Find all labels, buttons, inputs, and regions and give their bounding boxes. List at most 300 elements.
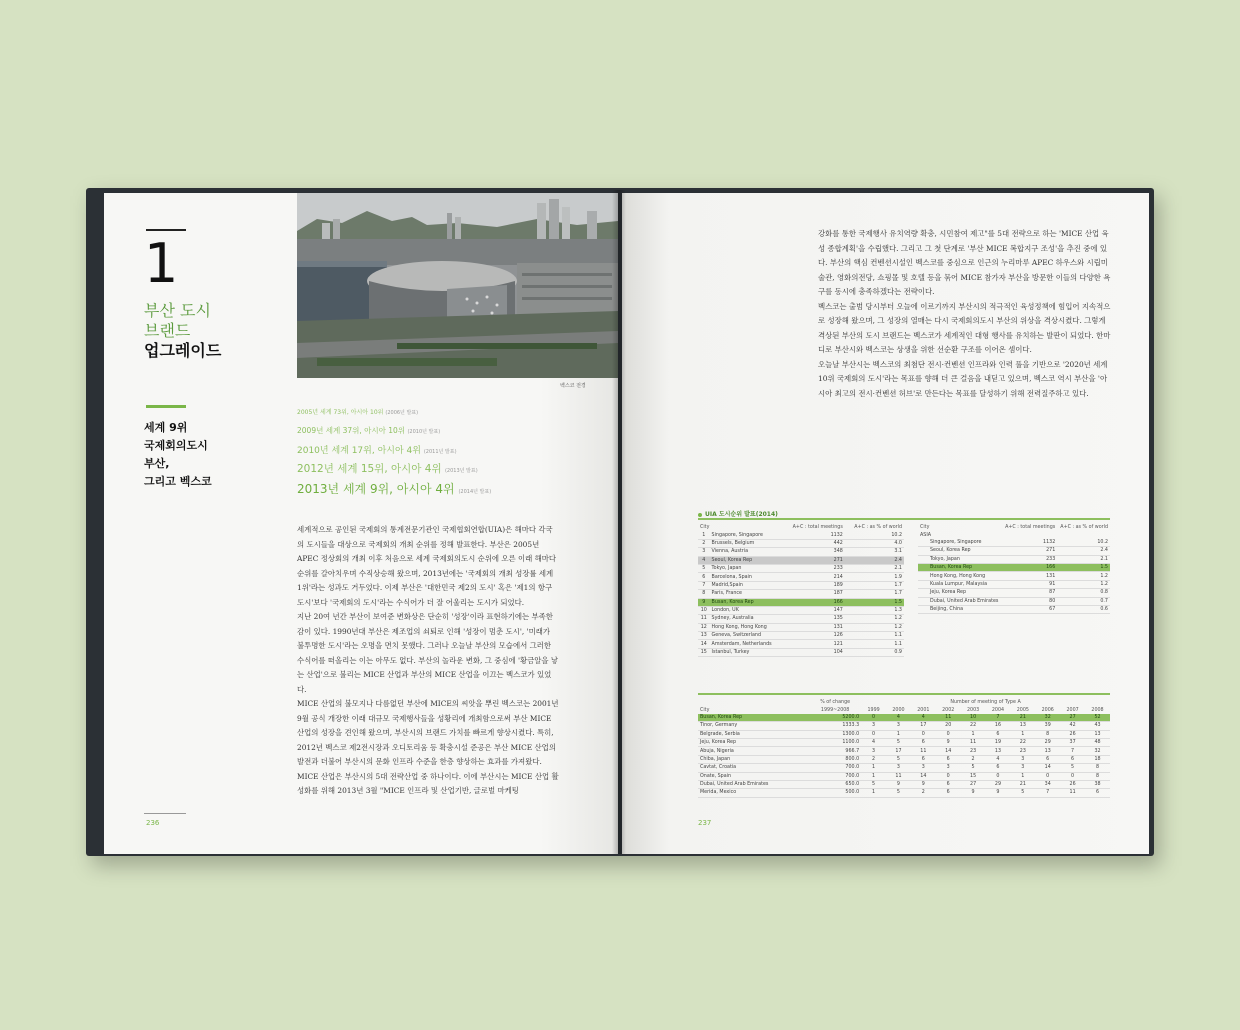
right-body-text	[818, 227, 1114, 401]
city-cell: Busan, Korea Rep	[918, 563, 1002, 571]
meetings-cell: 271	[783, 556, 845, 564]
paragraph: 오늘날 부산시는 벡스코의 최첨단 전시·컨벤션 인프라와 인력 풀을 기반으로 '2020년 세계 10위 국제회의 도시'라는 목표를 향해 더 큰 걸음을 내딛고 있으며, 벡스코 역시 부산을 '아시아 최고의 전시·컨벤션 허브'로 만든다는 목표를 달성하기 위해 전력질주하고 있다.	[818, 359, 1108, 398]
percent-cell: 1.1	[845, 632, 904, 640]
rank-cell: 4	[698, 556, 710, 564]
count-cell: 8	[1035, 730, 1060, 738]
chapter-title-line2: 브랜드	[144, 321, 191, 340]
meetings-cell: 189	[783, 581, 845, 589]
count-cell: 3	[1010, 764, 1035, 772]
ranking-main: 2009년 세계 37위, 아시아 10위	[297, 426, 406, 435]
meetings-cell: 87	[1002, 589, 1057, 597]
percent-cell: 10.2	[1057, 539, 1110, 547]
table-row	[918, 555, 1110, 563]
count-cell: 3	[911, 764, 936, 772]
count-cell: 4	[986, 755, 1011, 763]
count-cell: 22	[1010, 738, 1035, 746]
count-cell: 20	[936, 722, 961, 730]
count-cell: 5	[1010, 789, 1035, 797]
percent-cell: 1.2	[845, 623, 904, 631]
column-header: City	[920, 525, 930, 531]
page-number: 237	[698, 819, 712, 827]
count-cell: 0	[1035, 772, 1060, 780]
count-cell: 32	[1035, 714, 1060, 722]
year-header: 2004	[991, 707, 1005, 713]
count-cell: 14	[1035, 764, 1060, 772]
count-cell: 9	[986, 789, 1011, 797]
city-cell: Hong Kong, Hong Kong	[918, 572, 1002, 580]
percent-cell: 2.1	[1057, 555, 1110, 563]
count-cell: 0	[911, 730, 936, 738]
percent-cell: 3.1	[845, 548, 904, 556]
count-cell: 4	[886, 714, 911, 722]
subtitle-line: 국제회의도시	[144, 439, 208, 452]
count-cell: 9	[961, 789, 986, 797]
count-cell: 9	[886, 780, 911, 788]
meetings-cell: 147	[783, 606, 845, 614]
count-cell: 22	[961, 722, 986, 730]
meetings-cell: 442	[783, 539, 845, 547]
change-cell: 1100.0	[809, 738, 861, 746]
table-rule	[698, 518, 1110, 520]
city-cell: Madrid,Spain	[710, 581, 783, 589]
table-row	[698, 747, 1110, 755]
table-row	[918, 605, 1110, 613]
meetings-cell: 233	[783, 564, 845, 572]
right-page	[622, 193, 1149, 854]
count-cell: 2	[911, 789, 936, 797]
count-cell: 37	[1060, 738, 1085, 746]
table-row	[698, 738, 1110, 746]
left-body-text	[297, 523, 559, 799]
change-cell: 800.0	[809, 755, 861, 763]
count-cell: 21	[1010, 780, 1035, 788]
count-cell: 27	[961, 780, 986, 788]
percent-cell: 0.7	[1057, 597, 1110, 605]
ranking-main: 2012년 세계 15위, 아시아 4위	[297, 463, 442, 475]
rank-cell: 13	[698, 632, 710, 640]
meetings-cell: 348	[783, 548, 845, 556]
percent-cell: 0.9	[845, 648, 904, 656]
meetings-cell: 166	[1002, 563, 1057, 571]
count-cell: 15	[961, 772, 986, 780]
table-row	[698, 531, 904, 539]
meetings-cell: 271	[1002, 547, 1057, 555]
percent-cell: 1.9	[845, 573, 904, 581]
count-cell: 6	[1085, 789, 1110, 797]
percent-cell: 1.7	[845, 590, 904, 598]
table-row	[918, 580, 1110, 588]
city-cell: Dubai, United Arab Emirates	[698, 780, 809, 788]
city-cell: Beijing, China	[918, 605, 1002, 613]
table-rule	[698, 693, 1110, 695]
chapter-title-line3: 업그레이드	[144, 341, 222, 360]
count-cell: 3	[861, 722, 886, 730]
count-cell: 38	[1085, 780, 1110, 788]
column-header: Number of meeting of Type A	[950, 700, 1021, 706]
city-cell: Tokyo, Japan	[710, 564, 783, 572]
count-cell: 2	[961, 755, 986, 763]
city-cell: Seoul, Korea Rep	[918, 547, 1002, 555]
column-header: City	[700, 707, 710, 713]
meetings-cell: 214	[783, 573, 845, 581]
ranking-main: 2013년 세계 9위, 아시아 4위	[297, 482, 455, 496]
count-cell: 0	[1060, 772, 1085, 780]
table-row	[918, 547, 1110, 555]
subtitle-line: 세계 9위	[144, 421, 188, 434]
change-cell: 500.0	[809, 789, 861, 797]
city-cell: Jeju, Korea Rep	[918, 589, 1002, 597]
city-cell: Hong Kong, Hong Kong	[710, 623, 783, 631]
count-cell: 39	[1035, 722, 1060, 730]
count-cell: 17	[886, 747, 911, 755]
city-cell: London, UK	[710, 606, 783, 614]
subtitle-rule	[146, 405, 186, 408]
city-cell: Busan, Korea Rep	[698, 714, 809, 722]
change-cell: 700.0	[809, 764, 861, 772]
count-cell: 4	[861, 738, 886, 746]
count-cell: 32	[1085, 747, 1110, 755]
page-number: 236	[146, 819, 160, 827]
count-cell: 11	[936, 714, 961, 722]
year-header: 2006	[1041, 707, 1054, 713]
year-header: 2002	[942, 707, 955, 713]
count-cell: 27	[1060, 714, 1085, 722]
ranking-note: (2013년 발표)	[444, 468, 478, 474]
count-cell: 26	[1060, 780, 1085, 788]
rank-cell: 5	[698, 564, 710, 572]
ranking-main: 2010년 세계 17위, 아시아 4위	[297, 446, 421, 456]
percent-cell: 1.7	[845, 581, 904, 589]
city-cell: Singapore, Singapore	[918, 539, 1002, 547]
meetings-cell: 187	[783, 590, 845, 598]
count-cell: 6	[936, 789, 961, 797]
table-row	[918, 597, 1110, 605]
count-cell: 3	[1010, 755, 1035, 763]
table-row	[698, 648, 904, 656]
percent-cell: 0.6	[1057, 605, 1110, 613]
year-header: 1999	[867, 707, 880, 713]
percent-cell: 10.2	[845, 531, 904, 539]
change-cell: 1300.0	[809, 730, 861, 738]
column-header: City	[700, 525, 710, 531]
count-cell: 6	[911, 755, 936, 763]
table-row	[698, 590, 904, 598]
percent-cell: 1.2	[1057, 580, 1110, 588]
year-header: 2001	[917, 707, 930, 713]
count-cell: 23	[1010, 747, 1035, 755]
ranking-note: (2006년 발표)	[385, 410, 419, 416]
left-page	[104, 193, 618, 854]
table-row	[698, 714, 1110, 722]
count-cell: 0	[936, 730, 961, 738]
chapter-rule	[146, 229, 186, 231]
count-cell: 11	[1060, 789, 1085, 797]
meetings-cell: 166	[783, 598, 845, 606]
count-cell: 5	[886, 738, 911, 746]
growth-table	[698, 699, 1110, 798]
rank-cell: 9	[698, 598, 710, 606]
column-header: A+C : total meetings	[792, 525, 843, 531]
city-cell: Amsterdam, Netherlands	[710, 640, 783, 648]
column-header: 1999~2008	[820, 707, 850, 713]
count-cell: 1	[861, 772, 886, 780]
column-header: A+C : as % of world	[854, 525, 902, 531]
count-cell: 29	[1035, 738, 1060, 746]
table-row	[918, 589, 1110, 597]
percent-cell: 0.8	[1057, 589, 1110, 597]
count-cell: 13	[1010, 722, 1035, 730]
city-cell: Brussels, Belgium	[710, 539, 783, 547]
percent-cell: 4.0	[845, 539, 904, 547]
column-header: A+C : as % of world	[1060, 525, 1108, 531]
count-cell: 4	[911, 714, 936, 722]
count-cell: 26	[1060, 730, 1085, 738]
rank-cell: 14	[698, 640, 710, 648]
count-cell: 6	[1060, 755, 1085, 763]
rank-cell: 7	[698, 581, 710, 589]
city-cell: Dubai, United Arab Emirates	[918, 597, 1002, 605]
meetings-cell: 131	[783, 623, 845, 631]
city-cell: Istanbul, Turkey	[710, 648, 783, 656]
rank-cell: 1	[698, 531, 710, 539]
count-cell: 13	[986, 747, 1011, 755]
count-cell: 10	[961, 714, 986, 722]
percent-cell: 1.5	[1057, 563, 1110, 571]
count-cell: 14	[911, 772, 936, 780]
count-cell: 1	[861, 764, 886, 772]
rank-cell: 15	[698, 648, 710, 656]
count-cell: 0	[936, 772, 961, 780]
city-cell: Kuala Lumpur, Malaysia	[918, 580, 1002, 588]
paragraph: 세계적으로 공인된 국제회의 통계전문기관인 국제협회연합(UIA)은 해마다 각국의 도시들을 대상으로 국제회의 개최 순위를 정해 발표한다. 부산은 2005년 APEC 정상회의 개최 이후 처음으로 세계 국제회의도시 순위에 오른 이래 해마다 순위를 갈아치우며 수직상승해 왔으며, 2013년에는 '국제회의 개최 성장률 세계 1위'라는 성과도 거두었다. 이제 부산은 '대한민국 제2의 도시' 혹은 '제1의 항구도시'보다 '국제회의 도시'라는 수식어가 더 잘 어울리는 도시가 되었다.	[297, 525, 557, 607]
ranking-note: (2014년 발표)	[458, 489, 492, 495]
meetings-cell: 104	[783, 648, 845, 656]
percent-cell: 2.4	[1057, 547, 1110, 555]
table-row	[698, 640, 904, 648]
count-cell: 6	[936, 755, 961, 763]
bullet-icon	[698, 513, 702, 517]
count-cell: 9	[936, 738, 961, 746]
count-cell: 3	[886, 764, 911, 772]
rank-cell: 3	[698, 548, 710, 556]
column-header: % of change	[820, 700, 851, 706]
count-cell: 8	[1085, 764, 1110, 772]
count-cell: 7	[1035, 789, 1060, 797]
count-cell: 7	[986, 714, 1011, 722]
count-cell: 19	[986, 738, 1011, 746]
city-cell: Geneva, Switzerland	[710, 632, 783, 640]
subtitle-line: 부산,	[144, 457, 170, 470]
count-cell: 5	[861, 780, 886, 788]
count-cell: 13	[1085, 730, 1110, 738]
table-row	[698, 632, 904, 640]
meetings-cell: 91	[1002, 580, 1057, 588]
city-cell: Jeju, Korea Rep	[698, 738, 809, 746]
count-cell: 52	[1085, 714, 1110, 722]
count-cell: 48	[1085, 738, 1110, 746]
count-cell: 7	[1060, 747, 1085, 755]
city-cell: Seoul, Korea Rep	[710, 556, 783, 564]
rank-cell: 6	[698, 573, 710, 581]
percent-cell: 1.2	[1057, 572, 1110, 580]
meetings-cell: 126	[783, 632, 845, 640]
table-row	[698, 598, 904, 606]
city-cell: Cavtat, Croatia	[698, 764, 809, 772]
meetings-cell: 80	[1002, 597, 1057, 605]
paragraph: MICE 산업의 불모지나 다름없던 부산에 MICE의 씨앗을 뿌린 벡스코는 2001년 9월 공식 개장한 이래 대규모 국제행사들을 성황리에 개최함으로써 부산 MICE 산업의 성장을 견인해 왔으며, 부산시의 브랜드 가치를 빠르게 향상시켰다. 특히, 2012년 벡스코 제2전시장과 오디토리움 등 확충시설 준공은 부산 MICE 산업의 발전과 더불어 부산시의 문화 인프라 수준을 한층 향상하는 효과를 가져왔다.	[297, 699, 559, 766]
table-row	[698, 539, 904, 547]
count-cell: 23	[961, 747, 986, 755]
count-cell: 0	[861, 730, 886, 738]
count-cell: 11	[886, 772, 911, 780]
change-cell: 966.7	[809, 747, 861, 755]
city-cell: Onate, Spain	[698, 772, 809, 780]
city-cell: Tinor, Germany	[698, 722, 809, 730]
city-cell: Barcelona, Spain	[710, 573, 783, 581]
table-title	[698, 509, 778, 518]
table-row	[698, 556, 904, 564]
chapter-number: 1	[144, 232, 179, 295]
table-row	[918, 572, 1110, 580]
paragraph: 강화를 통한 국제행사 유치역량 확충, 시민참여 제고"를 5대 전략으로 하는 'MICE 산업 육성 종합계획'을 수립했다. 그리고 그 첫 단계로 '부산 MICE 복합지구 조성'을 추진 중에 있다. 부산의 핵심 컨벤션시설인 벡스코를 중심으로 인근의 누리마루 APEC 하우스와 시립미술관, 영화의전당, 쇼핑몰 및 호텔 등을 묶어 MICE 참가자 부산을 방문한 이들의 다양한 욕구를 동시에 충족하겠다는 전략이다.	[818, 229, 1111, 296]
city-cell: Merida, Mexico	[698, 789, 809, 797]
ranking-main: 2005년 세계 73위, 아시아 10위	[297, 409, 384, 416]
meetings-cell: 67	[1002, 605, 1057, 613]
rank-cell: 12	[698, 623, 710, 631]
city-cell: Belgrade, Serbia	[698, 730, 809, 738]
world-ranking-table	[698, 524, 904, 657]
ranking-line	[297, 480, 491, 497]
count-cell: 42	[1060, 722, 1085, 730]
count-cell: 34	[1035, 780, 1060, 788]
table-row	[698, 764, 1110, 772]
count-cell: 43	[1085, 722, 1110, 730]
year-header: 2005	[1016, 707, 1029, 713]
count-cell: 1	[886, 730, 911, 738]
table-row	[698, 780, 1110, 788]
asia-ranking-table	[918, 524, 1110, 614]
count-cell: 16	[986, 722, 1011, 730]
year-header: 2000	[892, 707, 905, 713]
ranking-note: (2011년 발표)	[423, 449, 457, 455]
count-cell: 5	[886, 755, 911, 763]
table-row	[698, 789, 1110, 797]
count-cell: 1	[1010, 772, 1035, 780]
change-cell: 1333.3	[809, 722, 861, 730]
count-cell: 5	[961, 764, 986, 772]
count-cell: 13	[1035, 747, 1060, 755]
rank-cell: 8	[698, 590, 710, 598]
photo-caption: 벡스코 전경	[560, 383, 586, 389]
count-cell: 3	[861, 747, 886, 755]
count-cell: 8	[1085, 772, 1110, 780]
ranking-note: (2010년 발표)	[407, 429, 441, 435]
city-cell: Abuja, Nigeria	[698, 747, 809, 755]
rank-cell: 11	[698, 615, 710, 623]
count-cell: 11	[961, 738, 986, 746]
table-row	[918, 563, 1110, 571]
percent-cell: 1.1	[845, 640, 904, 648]
change-cell: 700.0	[809, 772, 861, 780]
count-cell: 3	[886, 722, 911, 730]
change-cell: 650.0	[809, 780, 861, 788]
table-row	[698, 581, 904, 589]
city-cell: Paris, France	[710, 590, 783, 598]
table-row	[698, 564, 904, 572]
count-cell: 6	[936, 780, 961, 788]
count-cell: 5	[886, 789, 911, 797]
column-header: A+C : total meetings	[1005, 525, 1056, 531]
table-row	[698, 730, 1110, 738]
ranking-line	[297, 461, 478, 476]
table-row	[698, 615, 904, 623]
table-title-text: UIA 도시순위 발표(2014)	[705, 511, 778, 518]
table-row	[918, 539, 1110, 547]
percent-cell: 1.2	[845, 615, 904, 623]
count-cell: 0	[986, 772, 1011, 780]
city-cell: Singapore, Singapore	[710, 531, 783, 539]
year-header: 2003	[966, 707, 980, 713]
paragraph: MICE 산업은 부산시의 5대 전략산업 중 하나이다. 이에 부산시는 MICE 산업 활성화를 위해 2013년 3월 "MICE 인프라 및 산업기반, 글로벌 마케팅	[297, 771, 559, 795]
count-cell: 9	[911, 780, 936, 788]
city-cell: Vienna, Austria	[710, 548, 783, 556]
region-label: ASIA	[920, 532, 932, 538]
meetings-cell: 1132	[1002, 539, 1057, 547]
count-cell: 3	[936, 764, 961, 772]
count-cell: 11	[911, 747, 936, 755]
meetings-cell: 1132	[783, 531, 845, 539]
count-cell: 6	[911, 738, 936, 746]
table-row	[698, 623, 904, 631]
count-cell: 17	[911, 722, 936, 730]
table-row	[698, 755, 1110, 763]
spine-fold	[612, 190, 626, 854]
chapter-title-line1: 부산 도시	[144, 301, 211, 320]
city-cell: Sydney, Australia	[710, 615, 783, 623]
paragraph: 지난 20여 년간 부산이 보여준 변화상은 단순히 '성장'이라 표현하기에는 부족한 감이 있다. 1990년대 부산은 제조업의 쇠퇴로 인해 '성장이 멈춘 도시', '미래가 불투명한 도시'라는 오명을 면치 못했다. 그러나 오늘날 부산의 모습에서 그러한 수식어를 떠올리는 이는 아무도 없다. 부산의 놀라운 변화, 그 중심에 '황금알을 낳는 산업'으로 불리는 MICE 산업과 부산의 MICE 산업을 이끄는 벡스코가 있었다.	[297, 612, 559, 694]
ranking-line	[297, 443, 457, 456]
table-row	[698, 573, 904, 581]
city-cell: Tokyo, Japan	[918, 555, 1002, 563]
table-row	[698, 606, 904, 614]
count-cell: 1	[861, 789, 886, 797]
change-cell: 5200.0	[809, 714, 861, 722]
page-number-rule	[144, 813, 186, 814]
meetings-cell: 233	[1002, 555, 1057, 563]
count-cell: 29	[986, 780, 1011, 788]
count-cell: 14	[936, 747, 961, 755]
city-cell: Busan, Korea Rep	[710, 598, 783, 606]
count-cell: 1	[1010, 730, 1035, 738]
count-cell: 6	[986, 730, 1011, 738]
count-cell: 2	[861, 755, 886, 763]
rank-cell: 2	[698, 539, 710, 547]
count-cell: 18	[1085, 755, 1110, 763]
table-row	[698, 772, 1110, 780]
count-cell: 5	[1060, 764, 1085, 772]
count-cell: 0	[861, 714, 886, 722]
meetings-cell: 121	[783, 640, 845, 648]
paragraph: 벡스코는 출범 당시부터 오늘에 이르기까지 부산시의 적극적인 육성정책에 힘입어 지속적으로 성장해 왔으며, 그 성장의 열매는 다시 국제회의도시 부산의 위상을 격상시켰다. 그렇게 격상된 부산의 도시 브랜드는 벡스코가 세계적인 대형 행사를 유치하는 발판이 되었다. 한마디로 부산시와 벡스코는 상생을 위한 선순환 구조를 이어온 셈이다.	[818, 301, 1111, 354]
percent-cell: 2.4	[845, 556, 904, 564]
meetings-cell: 135	[783, 615, 845, 623]
city-cell: Chiba, Japan	[698, 755, 809, 763]
count-cell: 6	[986, 764, 1011, 772]
count-cell: 21	[1010, 714, 1035, 722]
bexco-photo	[297, 193, 618, 378]
rank-cell: 10	[698, 606, 710, 614]
year-header: 2008	[1091, 707, 1104, 713]
